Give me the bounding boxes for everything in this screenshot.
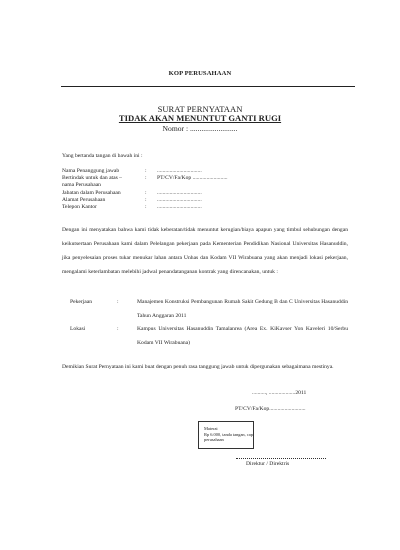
letterhead-rule [61, 86, 355, 87]
detail-colon: : [117, 299, 119, 305]
field-label: Jabatan dalam Perusahaan [62, 190, 121, 196]
field-value: PT/CV/Fa/Kop ......................... [157, 175, 228, 181]
company-signature-line: PT/CV/Fa/Kop.......................... [235, 406, 306, 412]
field-label: Bertindak untuk dan atas – [62, 175, 122, 181]
field-label: Alamat Perusahaan [62, 197, 106, 203]
detail-label: Pekerjaan [70, 299, 93, 305]
detail-value: Kampus Universitas Hasanuddin Tamalanrea (Area Ex. KiKavser Yon Kaveleri 10/Serbu Kodam VII Wirabuana) [137, 325, 348, 346]
statement-paragraph: Dengan ini menyatakan bahwa kami tidak keberatan/tidak menuntut kerugian/biaya apapun yang timbul sehubungan dengan keikutsertaan Perusahaan kami dalam Pelelangan pekerjaan pada Kementerian Pendidikan Nasional Universitas Hasanuddin, jika penyelesaian proses tukar menukar lahan antara Unhas dan Kodam VII Wirabuana yang akan menjadi lokasi pekerjaan, mengalami keterlambatan melebihi jadwal penandatanganan kontrak yang direncanakan, untuk : [62, 227, 348, 275]
stamp-text-line: perusahaan [204, 437, 224, 442]
stamp-text-line: Materai [204, 426, 218, 431]
place-date: .........., ...................2011 [252, 390, 307, 396]
field-label: Telepon Kantor [62, 204, 97, 210]
field-colon: : [145, 197, 147, 203]
stamp-text-line: Rp 6.000, tanda tangan, cap [204, 431, 253, 437]
document-subtitle: TIDAK AKAN MENUNTUT GANTI RUGI [118, 113, 282, 123]
closing-paragraph: Demikian Surat Pernyataan ini kami buat dengan penuh rasa tanggung jawab untuk dipergunakan sebagaimana mestinya. [62, 364, 334, 370]
detail-value: Manajemen Konstruksi Pembangunan Rumah Sakit Gedung B dan C Universitas Hasanuddin Tahun Anggaran 2011 [137, 298, 348, 319]
field-colon: : [145, 204, 147, 210]
detail-label: Lokasi [70, 326, 86, 332]
field-value: ................................ [157, 197, 202, 203]
document-number: Nomor : ......................... [162, 124, 238, 133]
signature-line [236, 458, 326, 459]
field-label: Nama Penanggung jawab [62, 168, 120, 174]
detail-colon: : [117, 326, 119, 332]
letterhead-label: KOP PERUSAHAAN [168, 70, 232, 77]
intro-text: Yang bertanda tangan di bawah ini : [62, 153, 143, 159]
field-colon: : [145, 190, 147, 196]
document-title: SURAT PERNYATAAN [157, 104, 243, 114]
field-colon: : [145, 175, 147, 181]
field-colon: : [145, 168, 147, 174]
signatory-role: Direktur / Direktris [246, 461, 290, 467]
stamp-box [198, 421, 254, 449]
field-value: ................................ [157, 168, 202, 174]
field-label: nama Perusahaan [62, 182, 101, 188]
field-value: ................................ [157, 190, 202, 196]
field-value: ................................ [157, 204, 202, 210]
